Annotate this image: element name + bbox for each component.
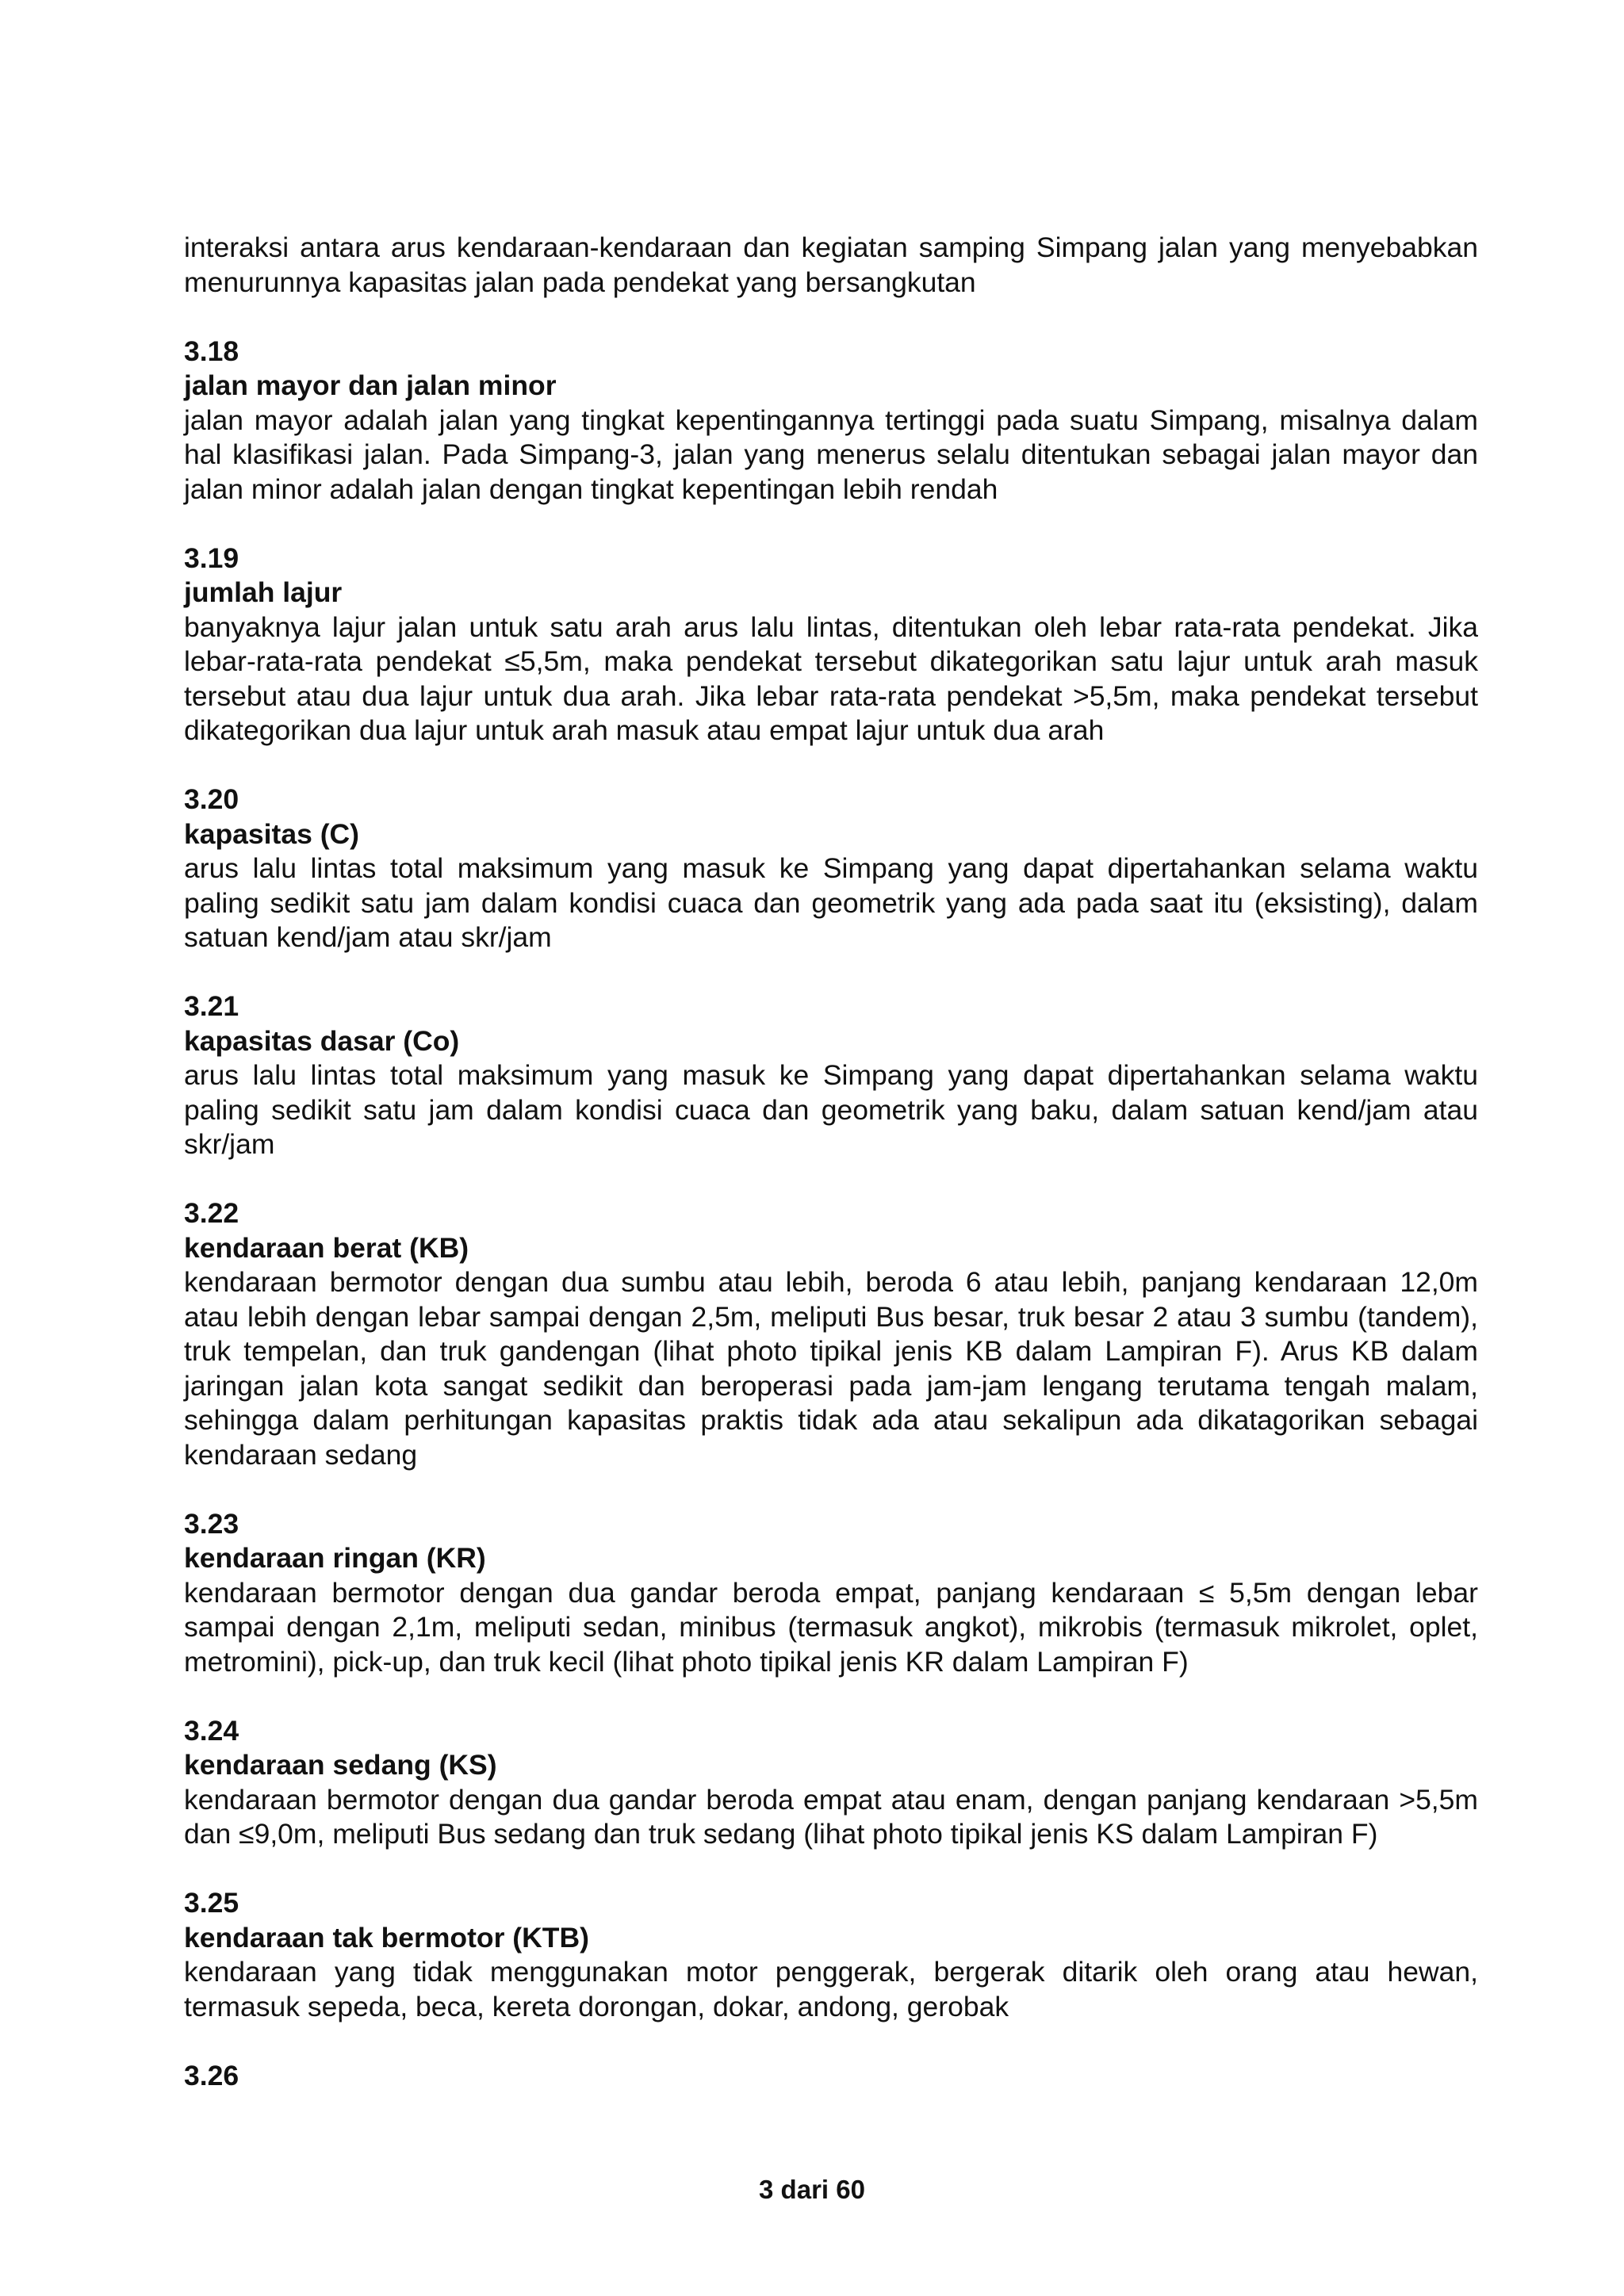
section-number: 3.20 bbox=[184, 783, 239, 815]
section-3-24 bbox=[184, 1714, 1478, 1852]
section-3-18 bbox=[184, 335, 1478, 507]
section-number: 3.25 bbox=[184, 1887, 239, 1919]
section-number: 3.26 bbox=[184, 2059, 239, 2091]
section-number: 3.18 bbox=[184, 335, 239, 367]
section-title: kendaraan tak bermotor (KTB) bbox=[184, 1921, 589, 1954]
section-body: arus lalu lintas total maksimum yang masuk ke Simpang yang dapat dipertahankan selama waktu paling sedikit satu jam dalam kondisi cuaca dan geometrik yang baku, dalam satuan kend/jam atau skr/jam bbox=[184, 1059, 1478, 1160]
section-body: banyaknya lajur jalan untuk satu arah arus lalu lintas, ditentukan oleh lebar rata-rata pendekat. Jika lebar-rata-rata pendekat ≤5,5m, maka pendekat tersebut dikategorikan satu lajur untuk arah masuk tersebut atau dua lajur untuk dua arah. Jika lebar rata-rata pendekat >5,5m, maka pendekat tersebut dikategorikan dua lajur untuk arah masuk atau empat lajur untuk dua arah bbox=[184, 610, 1478, 746]
section-body: kendaraan yang tidak menggunakan motor penggerak, bergerak ditarik oleh orang atau hewan, termasuk sepeda, beca, kereta dorongan, dokar, andong, gerobak bbox=[184, 1956, 1478, 2022]
section-3-19 bbox=[184, 541, 1478, 748]
section-number: 3.24 bbox=[184, 1714, 239, 1747]
section-title: kendaraan ringan (KR) bbox=[184, 1542, 486, 1574]
section-3-26 bbox=[184, 2059, 1478, 2094]
document-page bbox=[184, 231, 1478, 2093]
section-3-23 bbox=[184, 1507, 1478, 1680]
section-title: kapasitas dasar (Co) bbox=[184, 1024, 460, 1057]
section-3-25 bbox=[184, 1886, 1478, 2024]
section-title: kendaraan sedang (KS) bbox=[184, 1749, 497, 1781]
section-number: 3.19 bbox=[184, 541, 239, 574]
intro-paragraph: interaksi antara arus kendaraan-kendaraan dan kegiatan samping Simpang jalan yang menyebabkan menurunnya kapasitas jalan pada pendekat yang bersangkutan bbox=[184, 232, 1478, 298]
section-3-22 bbox=[184, 1196, 1478, 1472]
section-title: jalan mayor dan jalan minor bbox=[184, 369, 557, 401]
section-title: jumlah lajur bbox=[184, 576, 343, 608]
section-body: arus lalu lintas total maksimum yang masuk ke Simpang yang dapat dipertahankan selama waktu paling sedikit satu jam dalam kondisi cuaca dan geometrik yang ada pada saat itu (eksisting), dalam satuan kend/jam atau skr/jam bbox=[184, 852, 1478, 953]
section-body: jalan mayor adalah jalan yang tingkat kepentingannya tertinggi pada suatu Simpang, misalnya dalam hal klasifikasi jalan. Pada Simpang-3, jalan yang menerus selalu ditentukan sebagai jalan mayor dan jalan minor adalah jalan dengan tingkat kepentingan lebih rendah bbox=[184, 404, 1478, 505]
section-3-21 bbox=[184, 989, 1478, 1162]
page-footer: 3 dari 60 bbox=[759, 2175, 865, 2204]
section-body: kendaraan bermotor dengan dua gandar beroda empat, panjang kendaraan ≤ 5,5m dengan lebar sampai dengan 2,1m, meliputi sedan, minibus (termasuk angkot), mikrobis (termasuk mikrolet, oplet, metromini), pick-up, dan truk kecil (lihat photo tipikal jenis KR dalam Lampiran F) bbox=[184, 1576, 1478, 1678]
section-number: 3.23 bbox=[184, 1507, 239, 1540]
section-number: 3.22 bbox=[184, 1197, 239, 1229]
section-number: 3.21 bbox=[184, 990, 239, 1022]
section-body: kendaraan bermotor dengan dua sumbu atau lebih, beroda 6 atau lebih, panjang kendaraan 12,0m atau lebih dengan lebar sampai dengan 2,5m, meliputi Bus besar, truk besar 2 atau 3 sumbu (tandem), truk tempelan, dan truk gandengan (lihat photo tipikal jenis KB dalam Lampiran F). Arus KB dalam jaringan jalan kota sangat sedikit dan beroperasi pada jam-jam lengang terutama tengah malam, sehingga dalam perhitungan kapasitas praktis tidak ada atau sekalipun ada dikatagorikan sebagai kendaraan sedang bbox=[184, 1266, 1478, 1471]
section-title: kapasitas (C) bbox=[184, 817, 359, 850]
section-title: kendaraan berat (KB) bbox=[184, 1231, 469, 1264]
section-3-20 bbox=[184, 783, 1478, 955]
section-body: kendaraan bermotor dengan dua gandar beroda empat atau enam, dengan panjang kendaraan >5,5m dan ≤9,0m, meliputi Bus sedang dan truk sedang (lihat photo tipikal jenis KS dalam Lampiran F) bbox=[184, 1783, 1478, 1850]
